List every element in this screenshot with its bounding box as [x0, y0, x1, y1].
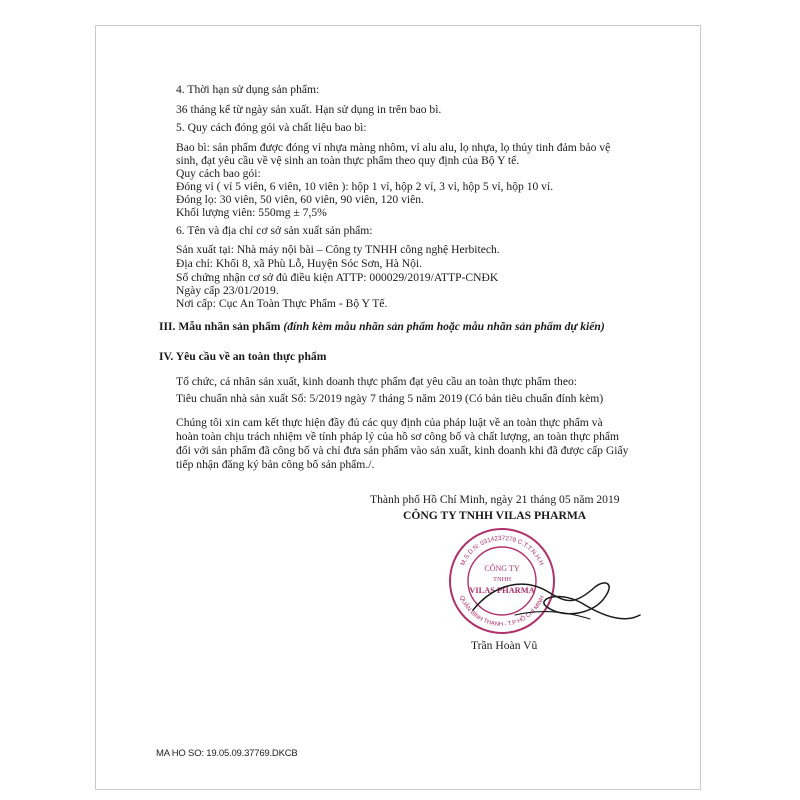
seal-ring-top-text: M.S.D.N: 0314237278 C.T.T.N.H.H	[459, 534, 545, 567]
section-5-heading: 5. Quy cách đóng gói và chất liệu bao bì:	[176, 121, 367, 134]
section-4-heading: 4. Thời hạn sử dụng sản phẩm:	[176, 83, 320, 96]
packaging-heading: Quy cách bao gói:	[176, 167, 261, 180]
place-and-date: Thành phố Hồ Chí Minh, ngày 21 tháng 05 năm 2019	[370, 493, 620, 506]
manufacturer-line: Số chứng nhận cơ sở đủ điều kiện ATTP: 000029/2019/ATTP-CNĐK	[176, 271, 499, 284]
seal-line-2: TNHH	[492, 576, 512, 583]
signature-icon	[455, 565, 645, 645]
seal-line-1: CÔNG TY	[484, 564, 520, 573]
company-name: CÔNG TY TNHH VILAS PHARMA	[403, 509, 587, 522]
document-page	[95, 25, 701, 790]
manufacturer-line: Địa chỉ: Khối 8, xã Phù Lỗ, Huyện Sóc Sơn, Hà Nội.	[176, 257, 423, 270]
packaging-item: Đóng lọ: 30 viên, 50 viên, 60 viên, 90 viên, 120 viên.	[176, 193, 424, 206]
commitment-line: Chúng tôi xin cam kết thực hiện đầy đủ các quy định của pháp luật về an toàn thực phẩm và	[176, 416, 603, 429]
commitment-line: hoàn toàn chịu trách nhiệm về tính pháp lý của hồ sơ công bố và chất lượng, an toàn thực phẩm	[176, 430, 620, 443]
section-iii-heading	[159, 320, 605, 334]
section-iii-title: III. Mẫu nhãn sản phẩm	[159, 320, 281, 333]
packaging-item: Khối lượng viên: 550mg ± 7,5%	[176, 206, 327, 219]
packaging-item: Đóng vỉ ( vỉ 5 viên, 6 viên, 10 viên ): hộp 1 vỉ, hộp 2 vỉ, 3 vỉ, hộp 5 vỉ, hộp 10 vỉ.	[176, 180, 554, 193]
dossier-code: MA HO SO: 19.05.09.37769.DKCB	[156, 748, 298, 759]
section-5-paragraph-line: sinh, đạt yêu cầu về vệ sinh an toàn thực phẩm theo quy định của Bộ Y tế.	[176, 154, 520, 167]
signer-name: Trần Hoàn Vũ	[471, 639, 538, 652]
safety-requirement-line: Tổ chức, cá nhân sản xuất, kinh doanh thực phẩm đạt yêu cầu an toàn thực phẩm theo:	[176, 375, 577, 388]
seal-line-3: VILAS PHARMA	[469, 586, 535, 595]
manufacturer-line: Nơi cấp: Cục An Toàn Thực Phẩm - Bộ Y Tế.	[176, 297, 388, 310]
section-5-paragraph-line: Bao bì: sản phẩm được đóng vỉ nhựa màng nhôm, vỉ alu alu, lọ nhựa, lọ thủy tinh đảm bảo vệ	[176, 141, 611, 154]
seal-ring-bottom-text: QUẬN BÌNH THẠNH - T.P HỒ CHÍ MINH	[457, 595, 547, 629]
safety-requirement-line: Tiêu chuẩn nhà sản xuất Số: 5/2019 ngày 7 tháng 5 năm 2019 (Có bản tiêu chuẩn đính kèm)	[176, 392, 604, 405]
commitment-line: tiếp nhận đăng ký bản công bố sản phẩm./.	[176, 458, 375, 471]
section-iv-heading: IV. Yêu cầu về an toàn thực phẩm	[159, 350, 327, 363]
section-iii-note: (đính kèm mẫu nhãn sản phẩm hoặc mẫu nhãn sản phẩm dự kiến)	[283, 320, 605, 333]
manufacturer-line: Ngày cấp 23/01/2019.	[176, 284, 279, 297]
commitment-line: đối với sản phẩm đã công bố và chỉ đưa sản phẩm vào sản xuất, kinh doanh khi đã được cấp Giấy	[176, 444, 629, 457]
manufacturer-line: Sản xuất tại: Nhà máy nội bài – Công ty TNHH công nghệ Herbitech.	[176, 243, 500, 256]
section-4-text: 36 tháng kể từ ngày sản xuất. Hạn sử dụng in trên bao bì.	[176, 103, 442, 116]
section-6-heading: 6. Tên và địa chỉ cơ sở sản xuất sản phẩm:	[176, 224, 373, 237]
